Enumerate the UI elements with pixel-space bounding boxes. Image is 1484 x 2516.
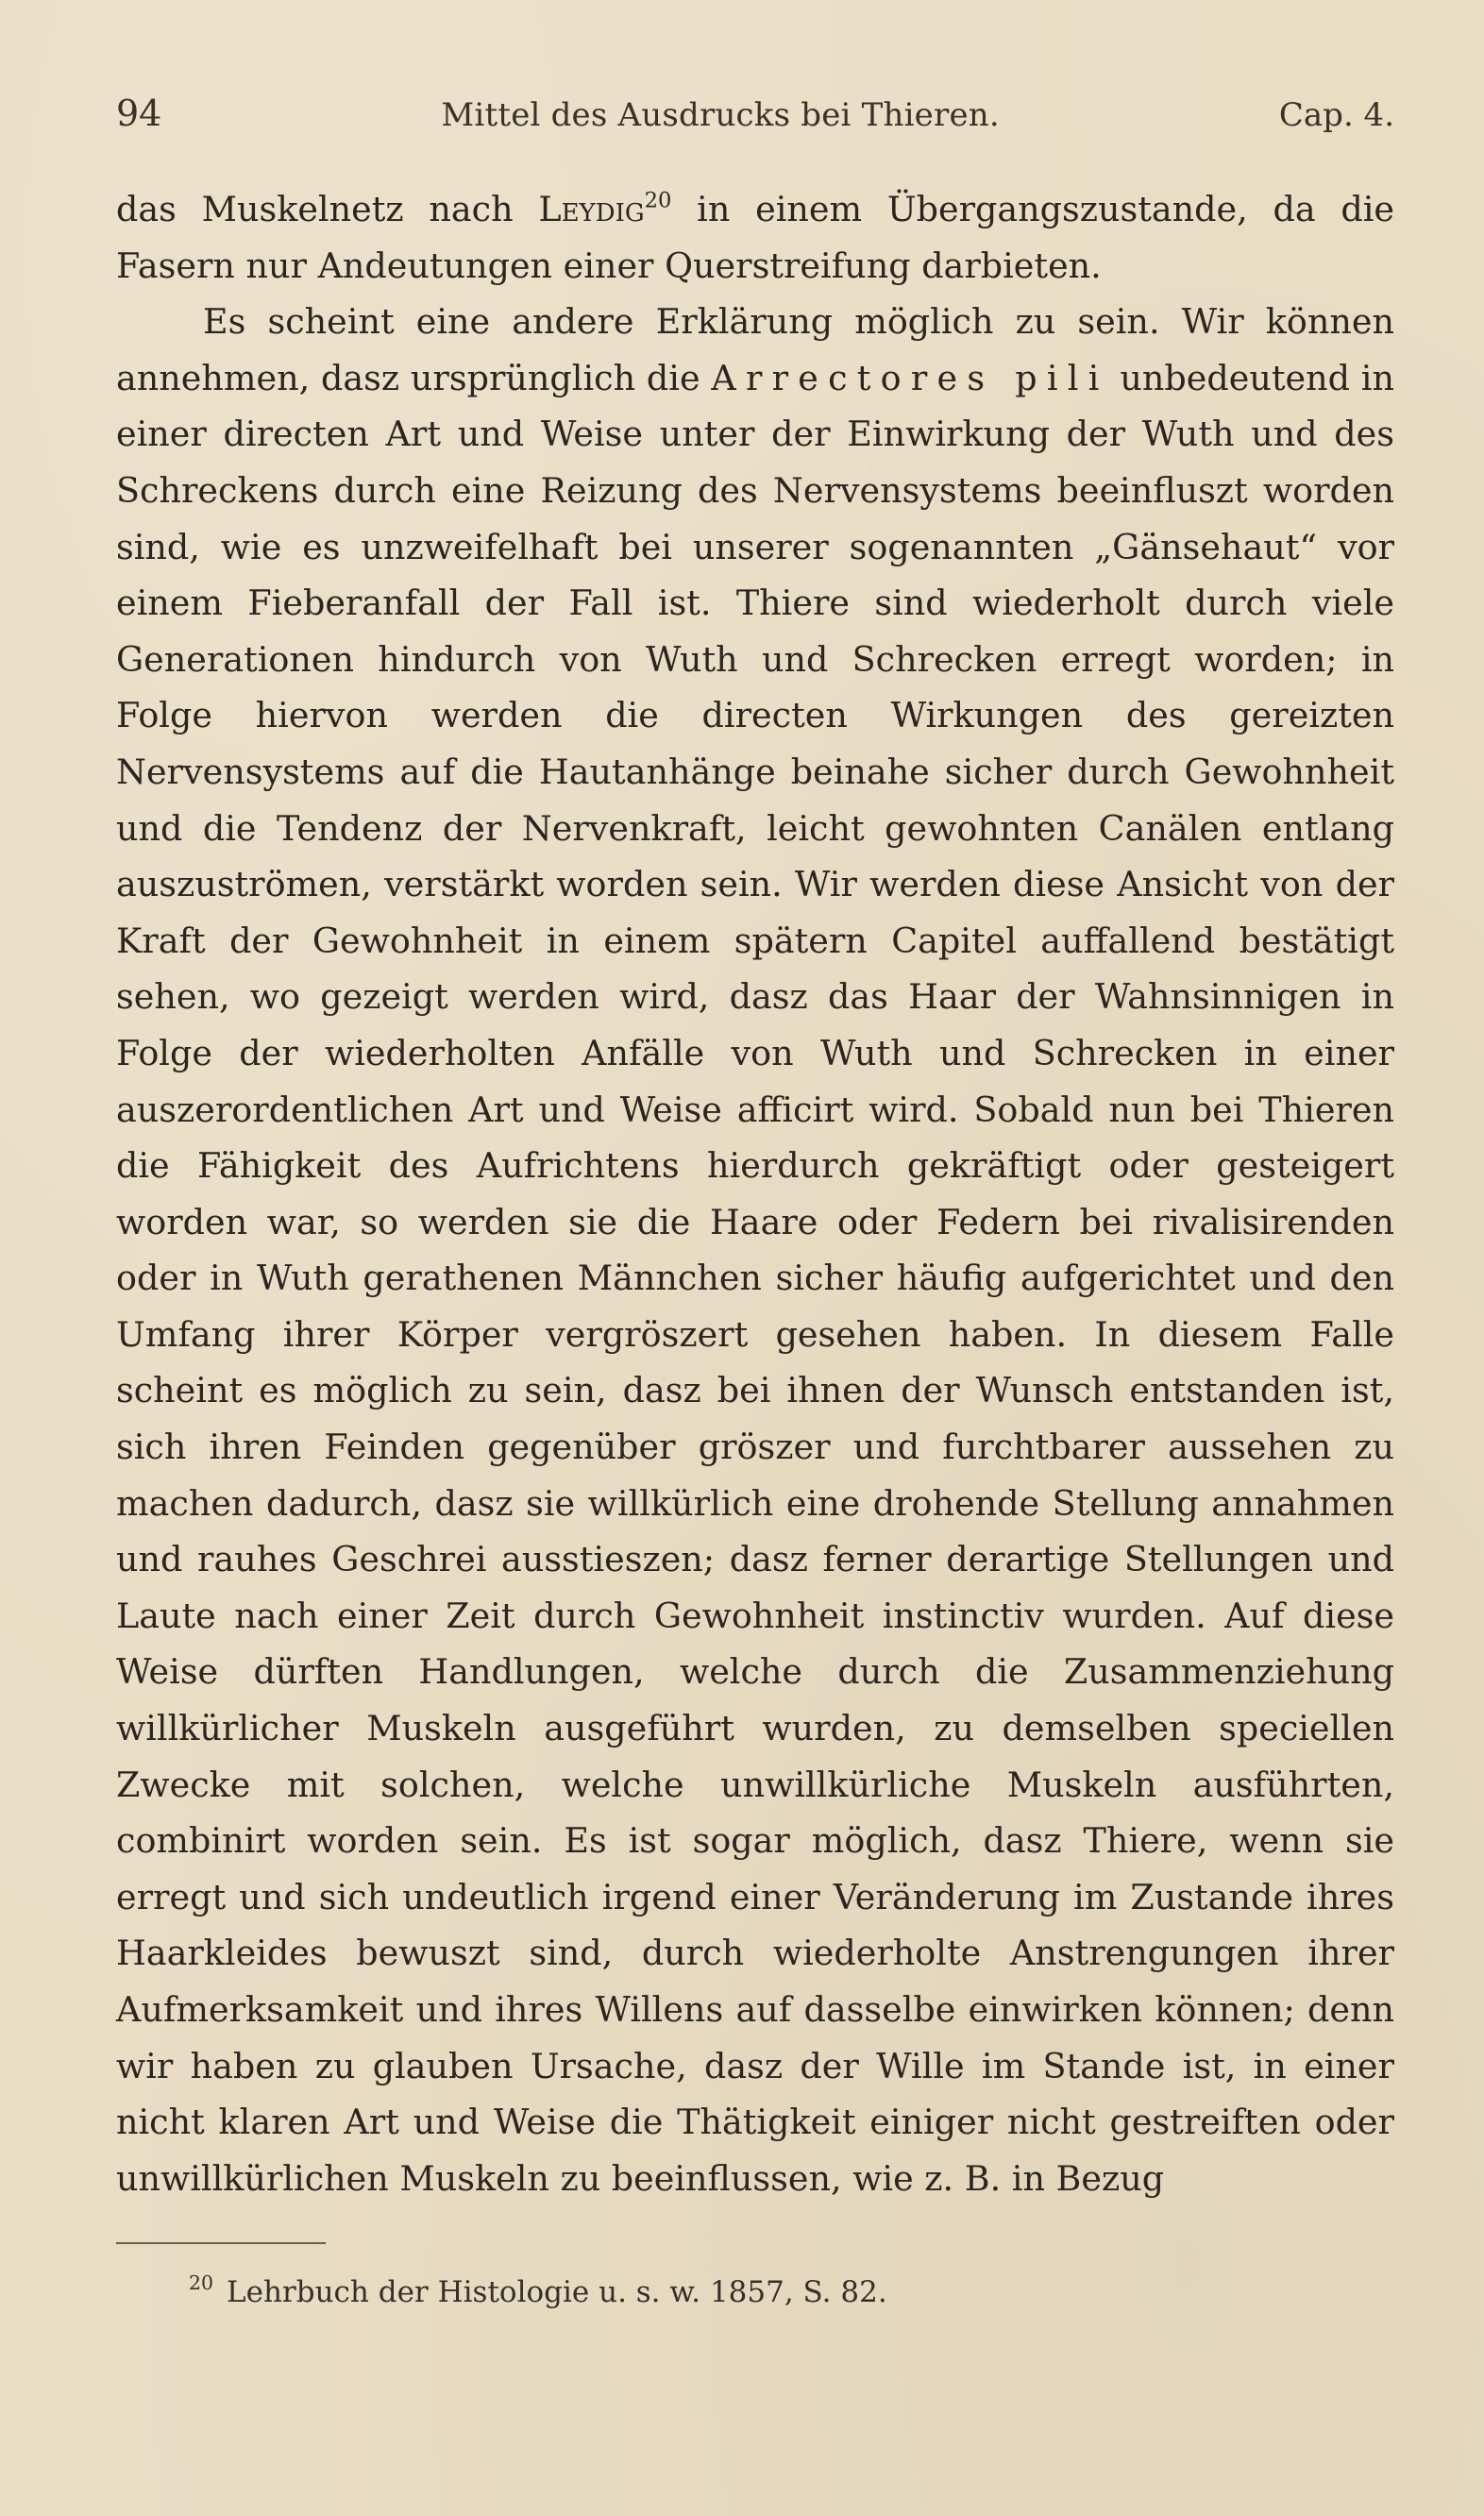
paragraph-text: in einem Übergangszustande, da die Fasern nur Andeutungen einer Querstreifung darbieten. [116,189,1394,286]
page-number: 94 [116,93,162,134]
footnote-number: 20 [189,2271,214,2294]
footnote-reference: 20 [644,188,672,213]
latin-term: Arrectores pili [711,357,1109,398]
page-header [116,93,1394,149]
chapter-label: Cap. 4. [1278,96,1394,134]
body-text [116,181,1394,2206]
author-name: Leydig [538,189,645,229]
paragraph-text: Es scheint eine andere Erklärung möglich zu sein. Wir können annehmen, dasz ursprünglich die [116,301,1394,398]
footnote-text: Lehrbuch der Histologie u. s. w. 1857, S. 82. [227,2275,887,2309]
footnote [189,2271,887,2309]
running-title: Mittel des Ausdrucks bei Thieren. [441,96,1000,134]
paragraph-text: unbedeutend in einer directen Art und Weise unter der Einwirkung der Wuth und des Schreckens durch eine Reizung des Nervensystems beeinfluszt worden sind, wie es unzweifelhaft bei unserer sogenannten „Gänsehaut“ vor einem Fieberanfall der Fall ist. Thiere sind wiederholt durch viele Generationen hindurch von Wuth und Schrecken erregt worden; in Folge hiervon werden die directen Wirkungen des gereizten Nervensystems auf die Hautanhänge beinahe sicher durch Gewohnheit und die Tendenz der Nervenkraft, leicht gewohnten Canälen entlang auszuströmen, verstärkt worden sein. Wir werden diese Ansicht von der Kraft der Gewohnheit in einem spätern Capitel auffallend bestätigt sehen, wo gezeigt werden wird, dasz das Haar der Wahnsinnigen in Folge der wiederholten Anfälle von Wuth und Schrecken in einer auszerordentlichen Art und Weise afficirt wird. Sobald nun bei Thieren die Fähigkeit des Aufrichtens hierdurch gekräftigt oder gesteigert worden war, so werden sie die Haare oder Federn bei rivalisirenden oder in Wuth gerathenen Männchen sicher häufig aufgerichtet und den Umfang ihrer Körper vergröszert gesehen haben. In diesem Falle scheint es möglich zu sein, dasz bei ihnen der Wunsch entstanden ist, sich ihren Feinden gegenüber gröszer und furchtbarer aussehen zu machen dadurch, dasz sie willkürlich eine drohende Stellung annahmen und rauhes Geschrei ausstieszen; dasz ferner derartige Stellungen und Laute nach einer Zeit durch Gewohnheit instinctiv wurden. Auf diese Weise dürften Handlungen, welche durch die Zusammenziehung willkürlicher Muskeln ausgeführt wurden, zu demselben speciellen Zwecke mit solchen, welche unwillkürliche Muskeln ausführten, combinirt worden sein. Es ist sogar möglich, dasz Thiere, wenn sie erregt und sich undeutlich irgend einer Veränderung im Zustande ihres Haarkleides bewuszt sind, durch wiederholte Anstrengungen ihrer Aufmerksamkeit und ihres Willens auf dasselbe einwirken können; denn wir haben zu glauben Ursache, dasz der Wille im Stande ist, in einer nicht klaren Art und Weise die Thätigkeit einiger nicht gestreiften oder unwillkürlichen Muskeln zu beeinflussen, wie z. B. in Bezug [116,357,1394,2199]
paragraph-continuation [116,181,1394,294]
paragraph-text: das Muskelnetz nach [116,189,539,229]
paragraph [116,294,1394,2206]
footnote-divider [116,2242,326,2244]
